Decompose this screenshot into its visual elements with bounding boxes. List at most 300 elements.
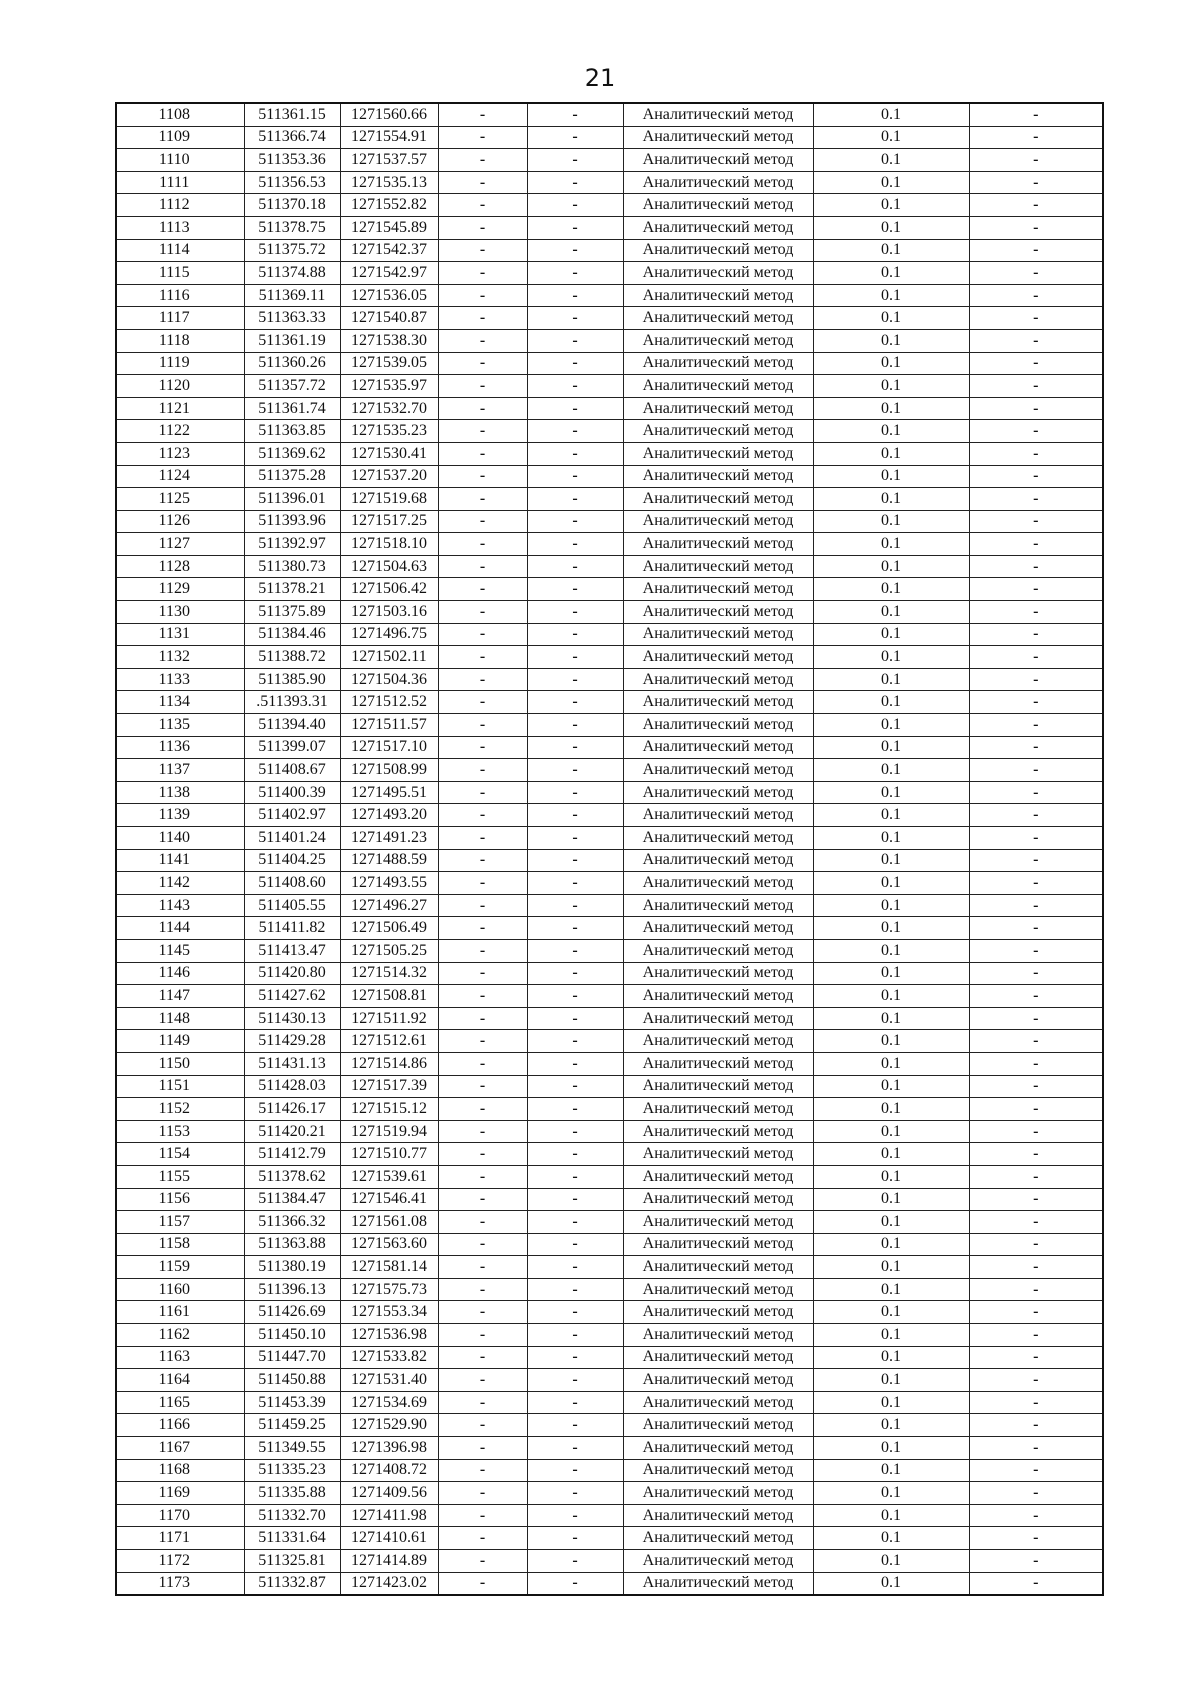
cell-empty-col-c: - (969, 397, 1103, 420)
cell-method: Аналитический метод (623, 149, 813, 172)
cell-y-coordinate: 1271506.42 (340, 578, 438, 601)
cell-accuracy: 0.1 (813, 1211, 969, 1234)
cell-accuracy: 0.1 (813, 1075, 969, 1098)
cell-accuracy: 0.1 (813, 465, 969, 488)
cell-method: Аналитический метод (623, 126, 813, 149)
cell-accuracy: 0.1 (813, 1437, 969, 1460)
cell-point-number: 1148 (116, 1007, 244, 1030)
cell-empty-col-c: - (969, 307, 1103, 330)
cell-empty-col-b: - (527, 985, 623, 1008)
cell-empty-col-c: - (969, 1437, 1103, 1460)
cell-method: Аналитический метод (623, 601, 813, 624)
cell-empty-col-a: - (438, 1143, 527, 1166)
cell-empty-col-a: - (438, 1233, 527, 1256)
cell-point-number: 1159 (116, 1256, 244, 1279)
cell-y-coordinate: 1271502.11 (340, 646, 438, 669)
cell-x-coordinate: 511394.40 (244, 714, 340, 737)
cell-empty-col-a: - (438, 1278, 527, 1301)
cell-accuracy: 0.1 (813, 510, 969, 533)
cell-empty-col-a: - (438, 1459, 527, 1482)
cell-accuracy: 0.1 (813, 352, 969, 375)
cell-empty-col-c: - (969, 623, 1103, 646)
cell-point-number: 1141 (116, 849, 244, 872)
cell-empty-col-a: - (438, 171, 527, 194)
cell-y-coordinate: 1271530.41 (340, 442, 438, 465)
table-row (116, 872, 1103, 895)
cell-x-coordinate: 511374.88 (244, 262, 340, 285)
cell-method: Аналитический метод (623, 962, 813, 985)
cell-y-coordinate: 1271493.55 (340, 872, 438, 895)
cell-accuracy: 0.1 (813, 1369, 969, 1392)
table-row (116, 1369, 1103, 1392)
cell-accuracy: 0.1 (813, 149, 969, 172)
cell-empty-col-c: - (969, 352, 1103, 375)
cell-empty-col-a: - (438, 1482, 527, 1505)
table-row (116, 510, 1103, 533)
cell-empty-col-c: - (969, 1075, 1103, 1098)
cell-x-coordinate: 511404.25 (244, 849, 340, 872)
cell-empty-col-b: - (527, 1414, 623, 1437)
cell-empty-col-c: - (969, 465, 1103, 488)
cell-empty-col-b: - (527, 216, 623, 239)
table-row (116, 1550, 1103, 1573)
cell-point-number: 1126 (116, 510, 244, 533)
cell-accuracy: 0.1 (813, 1278, 969, 1301)
table-row (116, 262, 1103, 285)
cell-method: Аналитический метод (623, 1278, 813, 1301)
cell-empty-col-a: - (438, 1346, 527, 1369)
cell-point-number: 1120 (116, 375, 244, 398)
cell-x-coordinate: 511427.62 (244, 985, 340, 1008)
cell-point-number: 1136 (116, 736, 244, 759)
cell-empty-col-b: - (527, 375, 623, 398)
table-row (116, 1482, 1103, 1505)
cell-empty-col-c: - (969, 578, 1103, 601)
cell-y-coordinate: 1271561.08 (340, 1211, 438, 1234)
table-row (116, 962, 1103, 985)
cell-method: Аналитический метод (623, 1324, 813, 1347)
cell-empty-col-a: - (438, 894, 527, 917)
table-row (116, 1414, 1103, 1437)
cell-method: Аналитический метод (623, 1256, 813, 1279)
cell-y-coordinate: 1271504.36 (340, 668, 438, 691)
table-row (116, 397, 1103, 420)
cell-point-number: 1129 (116, 578, 244, 601)
table-row (116, 1504, 1103, 1527)
cell-x-coordinate: 511411.82 (244, 917, 340, 940)
cell-method: Аналитический метод (623, 849, 813, 872)
cell-empty-col-b: - (527, 149, 623, 172)
cell-y-coordinate: 1271536.98 (340, 1324, 438, 1347)
cell-method: Аналитический метод (623, 872, 813, 895)
cell-empty-col-a: - (438, 759, 527, 782)
table-row (116, 759, 1103, 782)
cell-empty-col-b: - (527, 894, 623, 917)
cell-empty-col-a: - (438, 1527, 527, 1550)
cell-method: Аналитический метод (623, 804, 813, 827)
cell-empty-col-c: - (969, 759, 1103, 782)
cell-empty-col-b: - (527, 1007, 623, 1030)
cell-accuracy: 0.1 (813, 827, 969, 850)
cell-point-number: 1144 (116, 917, 244, 940)
cell-empty-col-c: - (969, 1211, 1103, 1234)
cell-empty-col-a: - (438, 804, 527, 827)
table-row (116, 668, 1103, 691)
table-row (116, 894, 1103, 917)
cell-accuracy: 0.1 (813, 1030, 969, 1053)
cell-method: Аналитический метод (623, 420, 813, 443)
table-row (116, 194, 1103, 217)
cell-empty-col-a: - (438, 1550, 527, 1573)
table-row (116, 284, 1103, 307)
cell-point-number: 1130 (116, 601, 244, 624)
cell-accuracy: 0.1 (813, 691, 969, 714)
cell-empty-col-c: - (969, 149, 1103, 172)
cell-x-coordinate: 511375.89 (244, 601, 340, 624)
cell-empty-col-a: - (438, 1052, 527, 1075)
cell-empty-col-c: - (969, 1482, 1103, 1505)
cell-empty-col-c: - (969, 510, 1103, 533)
cell-point-number: 1161 (116, 1301, 244, 1324)
cell-method: Аналитический метод (623, 1391, 813, 1414)
cell-point-number: 1121 (116, 397, 244, 420)
cell-empty-col-a: - (438, 691, 527, 714)
cell-empty-col-b: - (527, 1030, 623, 1053)
cell-method: Аналитический метод (623, 1482, 813, 1505)
cell-y-coordinate: 1271542.97 (340, 262, 438, 285)
cell-empty-col-b: - (527, 284, 623, 307)
cell-empty-col-a: - (438, 623, 527, 646)
cell-point-number: 1163 (116, 1346, 244, 1369)
cell-x-coordinate: 511375.72 (244, 239, 340, 262)
cell-method: Аналитический метод (623, 1572, 813, 1595)
table-row (116, 714, 1103, 737)
cell-empty-col-a: - (438, 307, 527, 330)
cell-x-coordinate: 511400.39 (244, 781, 340, 804)
cell-accuracy: 0.1 (813, 284, 969, 307)
coordinates-table-body (116, 103, 1103, 1595)
cell-point-number: 1142 (116, 872, 244, 895)
cell-x-coordinate: 511453.39 (244, 1391, 340, 1414)
cell-x-coordinate: 511399.07 (244, 736, 340, 759)
cell-empty-col-c: - (969, 1143, 1103, 1166)
cell-accuracy: 0.1 (813, 1188, 969, 1211)
cell-empty-col-a: - (438, 736, 527, 759)
cell-method: Аналитический метод (623, 1527, 813, 1550)
cell-method: Аналитический метод (623, 1550, 813, 1573)
cell-empty-col-c: - (969, 962, 1103, 985)
cell-empty-col-b: - (527, 917, 623, 940)
cell-accuracy: 0.1 (813, 1256, 969, 1279)
cell-method: Аналитический метод (623, 781, 813, 804)
table-row (116, 939, 1103, 962)
cell-accuracy: 0.1 (813, 939, 969, 962)
cell-empty-col-a: - (438, 284, 527, 307)
cell-empty-col-b: - (527, 1437, 623, 1460)
cell-y-coordinate: 1271488.59 (340, 849, 438, 872)
cell-empty-col-a: - (438, 352, 527, 375)
cell-x-coordinate: 511450.88 (244, 1369, 340, 1392)
cell-empty-col-c: - (969, 171, 1103, 194)
cell-accuracy: 0.1 (813, 442, 969, 465)
table-row (116, 849, 1103, 872)
table-row (116, 917, 1103, 940)
cell-empty-col-c: - (969, 194, 1103, 217)
cell-point-number: 1171 (116, 1527, 244, 1550)
cell-point-number: 1137 (116, 759, 244, 782)
cell-point-number: 1114 (116, 239, 244, 262)
cell-y-coordinate: 1271532.70 (340, 397, 438, 420)
cell-accuracy: 0.1 (813, 488, 969, 511)
cell-point-number: 1160 (116, 1278, 244, 1301)
cell-empty-col-b: - (527, 1527, 623, 1550)
cell-y-coordinate: 1271515.12 (340, 1098, 438, 1121)
cell-empty-col-a: - (438, 601, 527, 624)
cell-y-coordinate: 1271519.94 (340, 1120, 438, 1143)
table-row (116, 126, 1103, 149)
cell-empty-col-c: - (969, 872, 1103, 895)
table-row (116, 1437, 1103, 1460)
cell-y-coordinate: 1271539.61 (340, 1165, 438, 1188)
cell-point-number: 1164 (116, 1369, 244, 1392)
cell-x-coordinate: 511353.36 (244, 149, 340, 172)
cell-y-coordinate: 1271552.82 (340, 194, 438, 217)
cell-empty-col-b: - (527, 872, 623, 895)
table-row (116, 736, 1103, 759)
cell-x-coordinate: 511366.32 (244, 1211, 340, 1234)
cell-accuracy: 0.1 (813, 103, 969, 126)
table-row (116, 1391, 1103, 1414)
cell-method: Аналитический метод (623, 1052, 813, 1075)
cell-method: Аналитический метод (623, 623, 813, 646)
cell-empty-col-b: - (527, 1143, 623, 1166)
cell-y-coordinate: 1271545.89 (340, 216, 438, 239)
cell-x-coordinate: 511332.87 (244, 1572, 340, 1595)
cell-point-number: 1145 (116, 939, 244, 962)
cell-empty-col-a: - (438, 578, 527, 601)
cell-y-coordinate: 1271535.97 (340, 375, 438, 398)
cell-point-number: 1149 (116, 1030, 244, 1053)
cell-y-coordinate: 1271519.68 (340, 488, 438, 511)
cell-accuracy: 0.1 (813, 872, 969, 895)
cell-point-number: 1115 (116, 262, 244, 285)
cell-point-number: 1131 (116, 623, 244, 646)
cell-empty-col-b: - (527, 1369, 623, 1392)
cell-empty-col-c: - (969, 1527, 1103, 1550)
cell-x-coordinate: 511384.46 (244, 623, 340, 646)
cell-empty-col-b: - (527, 262, 623, 285)
cell-empty-col-c: - (969, 1550, 1103, 1573)
cell-empty-col-c: - (969, 917, 1103, 940)
cell-accuracy: 0.1 (813, 262, 969, 285)
cell-empty-col-c: - (969, 1324, 1103, 1347)
cell-y-coordinate: 1271409.56 (340, 1482, 438, 1505)
cell-empty-col-c: - (969, 736, 1103, 759)
cell-point-number: 1170 (116, 1504, 244, 1527)
cell-point-number: 1162 (116, 1324, 244, 1347)
cell-accuracy: 0.1 (813, 307, 969, 330)
cell-empty-col-a: - (438, 1030, 527, 1053)
cell-x-coordinate: 511426.69 (244, 1301, 340, 1324)
cell-y-coordinate: 1271410.61 (340, 1527, 438, 1550)
cell-point-number: 1169 (116, 1482, 244, 1505)
table-row (116, 1256, 1103, 1279)
cell-empty-col-b: - (527, 194, 623, 217)
cell-empty-col-b: - (527, 1075, 623, 1098)
cell-accuracy: 0.1 (813, 533, 969, 556)
cell-empty-col-b: - (527, 397, 623, 420)
cell-x-coordinate: 511413.47 (244, 939, 340, 962)
cell-empty-col-b: - (527, 126, 623, 149)
cell-empty-col-b: - (527, 533, 623, 556)
cell-empty-col-a: - (438, 939, 527, 962)
table-row (116, 804, 1103, 827)
cell-method: Аналитический метод (623, 736, 813, 759)
cell-accuracy: 0.1 (813, 1165, 969, 1188)
cell-x-coordinate: 511335.88 (244, 1482, 340, 1505)
cell-accuracy: 0.1 (813, 1459, 969, 1482)
cell-y-coordinate: 1271534.69 (340, 1391, 438, 1414)
table-row (116, 985, 1103, 1008)
cell-x-coordinate: 511378.75 (244, 216, 340, 239)
cell-empty-col-b: - (527, 691, 623, 714)
cell-empty-col-c: - (969, 781, 1103, 804)
cell-x-coordinate: 511384.47 (244, 1188, 340, 1211)
cell-accuracy: 0.1 (813, 1414, 969, 1437)
cell-method: Аналитический метод (623, 578, 813, 601)
cell-accuracy: 0.1 (813, 781, 969, 804)
table-row (116, 307, 1103, 330)
cell-empty-col-c: - (969, 533, 1103, 556)
cell-x-coordinate: 511393.96 (244, 510, 340, 533)
cell-accuracy: 0.1 (813, 578, 969, 601)
cell-accuracy: 0.1 (813, 623, 969, 646)
cell-accuracy: 0.1 (813, 759, 969, 782)
cell-point-number: 1168 (116, 1459, 244, 1482)
cell-point-number: 1124 (116, 465, 244, 488)
cell-x-coordinate: 511431.13 (244, 1052, 340, 1075)
cell-accuracy: 0.1 (813, 375, 969, 398)
cell-method: Аналитический метод (623, 533, 813, 556)
cell-empty-col-b: - (527, 1188, 623, 1211)
cell-empty-col-b: - (527, 488, 623, 511)
cell-empty-col-b: - (527, 103, 623, 126)
cell-empty-col-c: - (969, 1030, 1103, 1053)
cell-point-number: 1140 (116, 827, 244, 850)
cell-empty-col-c: - (969, 375, 1103, 398)
cell-method: Аналитический метод (623, 759, 813, 782)
table-row (116, 465, 1103, 488)
table-row (116, 1459, 1103, 1482)
cell-y-coordinate: 1271414.89 (340, 1550, 438, 1573)
cell-point-number: 1173 (116, 1572, 244, 1595)
cell-empty-col-a: - (438, 1414, 527, 1437)
cell-method: Аналитический метод (623, 1165, 813, 1188)
cell-empty-col-c: - (969, 329, 1103, 352)
table-row (116, 442, 1103, 465)
cell-empty-col-a: - (438, 533, 527, 556)
cell-empty-col-a: - (438, 1301, 527, 1324)
cell-method: Аналитический метод (623, 307, 813, 330)
cell-empty-col-c: - (969, 1188, 1103, 1211)
cell-y-coordinate: 1271517.39 (340, 1075, 438, 1098)
table-row (116, 420, 1103, 443)
cell-empty-col-c: - (969, 939, 1103, 962)
cell-point-number: 1154 (116, 1143, 244, 1166)
table-row (116, 1165, 1103, 1188)
cell-y-coordinate: 1271536.05 (340, 284, 438, 307)
cell-empty-col-b: - (527, 1572, 623, 1595)
table-row (116, 1030, 1103, 1053)
cell-empty-col-b: - (527, 510, 623, 533)
cell-y-coordinate: 1271512.61 (340, 1030, 438, 1053)
table-row (116, 1278, 1103, 1301)
cell-empty-col-a: - (438, 420, 527, 443)
cell-accuracy: 0.1 (813, 849, 969, 872)
cell-empty-col-c: - (969, 894, 1103, 917)
cell-point-number: 1123 (116, 442, 244, 465)
cell-empty-col-b: - (527, 759, 623, 782)
cell-empty-col-c: - (969, 668, 1103, 691)
cell-y-coordinate: 1271517.10 (340, 736, 438, 759)
cell-y-coordinate: 1271493.20 (340, 804, 438, 827)
cell-empty-col-c: - (969, 827, 1103, 850)
cell-accuracy: 0.1 (813, 420, 969, 443)
cell-y-coordinate: 1271508.99 (340, 759, 438, 782)
cell-y-coordinate: 1271508.81 (340, 985, 438, 1008)
table-row (116, 1075, 1103, 1098)
table-row (116, 216, 1103, 239)
cell-empty-col-a: - (438, 827, 527, 850)
table-row (116, 1052, 1103, 1075)
cell-point-number: 1122 (116, 420, 244, 443)
cell-accuracy: 0.1 (813, 601, 969, 624)
cell-accuracy: 0.1 (813, 668, 969, 691)
cell-point-number: 1138 (116, 781, 244, 804)
cell-y-coordinate: 1271554.91 (340, 126, 438, 149)
cell-point-number: 1117 (116, 307, 244, 330)
cell-method: Аналитический метод (623, 1143, 813, 1166)
cell-empty-col-a: - (438, 488, 527, 511)
cell-empty-col-c: - (969, 1346, 1103, 1369)
cell-accuracy: 0.1 (813, 714, 969, 737)
cell-accuracy: 0.1 (813, 1527, 969, 1550)
cell-method: Аналитический метод (623, 284, 813, 307)
cell-empty-col-c: - (969, 1007, 1103, 1030)
cell-x-coordinate: 511380.73 (244, 555, 340, 578)
cell-y-coordinate: 1271510.77 (340, 1143, 438, 1166)
cell-method: Аналитический метод (623, 1120, 813, 1143)
cell-y-coordinate: 1271518.10 (340, 533, 438, 556)
cell-empty-col-b: - (527, 1098, 623, 1121)
cell-empty-col-a: - (438, 1165, 527, 1188)
cell-x-coordinate: 511370.18 (244, 194, 340, 217)
cell-method: Аналитический метод (623, 510, 813, 533)
table-row (116, 103, 1103, 126)
cell-point-number: 1150 (116, 1052, 244, 1075)
cell-point-number: 1152 (116, 1098, 244, 1121)
table-row (116, 329, 1103, 352)
cell-method: Аналитический метод (623, 103, 813, 126)
cell-accuracy: 0.1 (813, 1301, 969, 1324)
table-row (116, 1572, 1103, 1595)
cell-empty-col-c: - (969, 691, 1103, 714)
cell-y-coordinate: 1271546.41 (340, 1188, 438, 1211)
cell-empty-col-b: - (527, 329, 623, 352)
cell-empty-col-c: - (969, 103, 1103, 126)
cell-method: Аналитический метод (623, 262, 813, 285)
cell-empty-col-c: - (969, 420, 1103, 443)
